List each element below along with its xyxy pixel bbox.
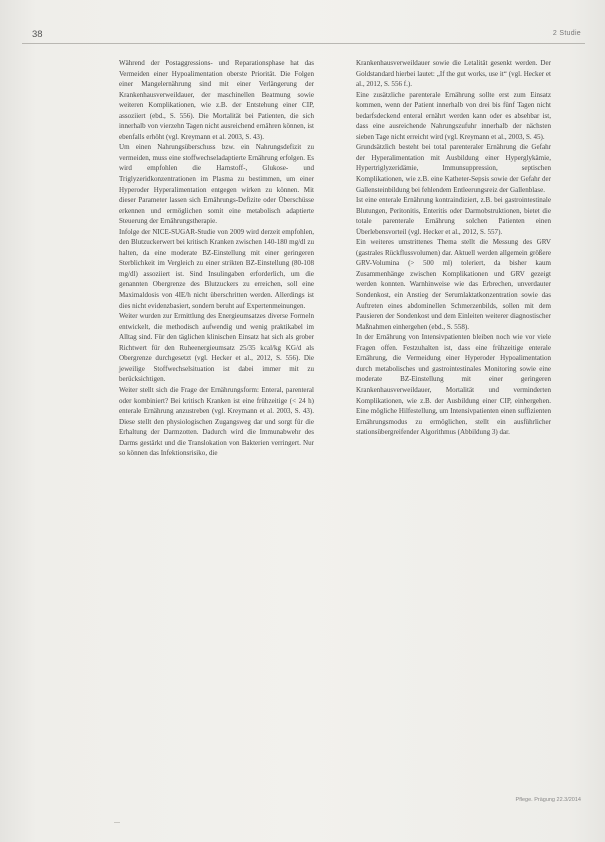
paragraph: Krankenhausverweildauer sowie die Letalität gesenkt werden. Der Goldstandard hierbei lautet: „If the gut works, use it“ (vgl. Hecker et al., 2012, S. 556 f.). xyxy=(356,59,551,89)
paragraph: Eine zusätzliche parenterale Ernährung sollte erst zum Einsatz kommen, wenn der Patient innerhalb von drei bis fünf Tagen nicht bedarfsdeckend enteral ernährt werden kann oder es absehbar ist, dass eine ausreichende Nahrungszufuhr innerhalb der nächsten sieben Tage nicht erreicht wird (vgl. Kreymann et al., 2003, S. 45). xyxy=(356,90,551,141)
section-title: 2 Studie xyxy=(552,30,581,37)
paragraph: Ein weiteres umstrittenes Thema stellt die Messung des GRV (gastrales Rückflussvolumen) dar. Aktuell werden allgemein größere GRV-Volumina (> 500 ml) toleriert, da bisher kaum Zusammenhänge zwischen Komplikationen und GRV gezeigt werden konnten. Warnhinweise wie das Erbrechen, unverdauter Sondenkost, ein Anstieg der Serumlaktatkonzentration sowie das Auftreten eines abdominellen Schmerzenbilds, sollen mit dem Pausieren der Sondenkost und dem Einleiten weiterer diagnostischer Maßnahmen einhergehen (ebd., S. 558). xyxy=(356,238,551,331)
page-number: 38 xyxy=(32,29,43,40)
paragraph: Weiter stellt sich die Frage der Ernährungsform: Enteral, parenteral oder kombiniert? Bei kritisch Kranken ist eine frühzeitige (< 24 h) enterale Ernährung anzustreben (vgl. Kreymann et al. 2003, S. 43). Diese stellt den physiologischen Zugangsweg dar und sorgt für die Erhaltung der Darmzotten. Dadurch wird die Immunabwehr des Darms gestärkt und die Translokation von Bakterien verringert. Nur so können das Infektionsrisiko, die xyxy=(119,385,314,458)
paragraph: Grundsätzlich besteht bei total parenteraler Ernährung die Gefahr der Hyperalimentation mit Ausbildung einer Hyperglykämie, Hypertriglyzeridämie, Immunsuppression, septischen Komplikationen, wie z.B. eine Katheter-Sepsis sowie der Gefahr der Gallensteinbildung bei fehlendem Entleerungsreiz der Gallenblase. xyxy=(356,143,551,194)
paragraph: Während der Postaggressions- und Reparationsphase hat das Vermeiden einer Hypoalimentation oberste Priorität. Die Folgen einer Mangelernährung sind mit einer Verlängerung der Krankenhausverweildauer, der maschinellen Beatmung sowie weiteren Komplikationen, wie z.B. der Entstehung einer CIP, assoziiert (ebd., S. 556). Die Mortalität bei Patienten, die sich innerhalb von vierzehn Tagen nicht ausreichend ernähren können, ist ebenfalls erhöht (vgl. Kreymann et al. 2003, S. 43). xyxy=(119,59,314,141)
paragraph: Ist eine enterale Ernährung kontraindiziert, z.B. bei gastrointestinale Blutungen, Peritonitis, Enteritis oder Darmobstruktionen, bietet die totale parenterale Ernährung solchen Patienten einen Überlebensvorteil (vgl. Hecker et al., 2012, S. 557). xyxy=(356,196,551,236)
left-text-column xyxy=(119,58,314,459)
margin-mark xyxy=(114,822,120,827)
paragraph: In der Ernährung von Intensivpatienten bleiben noch wie vor viele Fragen offen. Festzuhalten ist, dass eine frühzeitige enterale Ernährung, die Vermeidung einer Hyperoder Hypoalimentation durch metabolisches und gastrointestinales Monitoring sowie eine moderate BZ-Einstellung mit einer geringeren Krankenhausverweildauer, Mortalität und verminderten Komplikationen, wie z.B. der Ausbildung einer CIP, einhergehen. Eine mögliche Hilfestellung, um Intensivpatienten einen suffizienten Ernährungsmodus zu ermöglichen, stellt ein ausführlicher stationsübergreifender Algorithmus (Abbildung 3) dar. xyxy=(356,333,551,437)
running-footer: Pflege. Prägung 22.3/2014 xyxy=(515,797,581,803)
paragraph: Infolge der NICE-SUGAR-Studie von 2009 wird derzeit empfohlen, den Blutzuckerwert bei kritisch Kranken zwischen 140-180 mg/dl zu halten, da eine moderate BZ-Einstellung mit einer geringeren Sterblichkeit im Vergleich zu einer strikten BZ-Einstellung (80-108 mg/dl) assoziiert ist. Sind Insulingaben erforderlich, um die genannten Obergrenze des Blutzuckers zu erreichen, soll eine Maximaldosis von 4IE/h nicht überschritten werden. Allerdings ist dies nicht evidenzbasiert, sondern beruht auf Expertenmeinungen. xyxy=(119,227,314,310)
running-header xyxy=(22,31,585,44)
right-text-column xyxy=(356,58,551,438)
paragraph: Weiter wurden zur Ermittlung des Energieumsatzes diverse Formeln entwickelt, die methodisch aufwendig und wenig praktikabel im Alltag sind. Für den täglichen klinischen Einsatz hat sich als grober Richtwert für den Ruheenergieumsatz 25/35 kcal/kg KG/d als Obergrenze durchgesetzt (vgl. Hecker et al., 2012, S. 556). Die jeweilige Stoffwechselsituation ist dabei immer mit zu berücksichtigen. xyxy=(119,312,314,384)
paragraph: Um einen Nahrungsüberschuss bzw. ein Nahrungsdefizit zu vermeiden, muss eine stoffwechseladaptierte Ernährung erfolgen. Es wird empfohlen die Harnstoff-, Glukose- und Triglyzeridkonzentrationen im Plasma zu bestimmen, um einer Hyperoder Hyperalimentation entgegen wirken zu können. Mit dieser Parameter lassen sich Ernährungs-Defizite oder Überschüsse erkennen und ermöglichen somit eine metabolisch adaptierte Steuerung der Ernährungstherapie. xyxy=(119,143,314,226)
